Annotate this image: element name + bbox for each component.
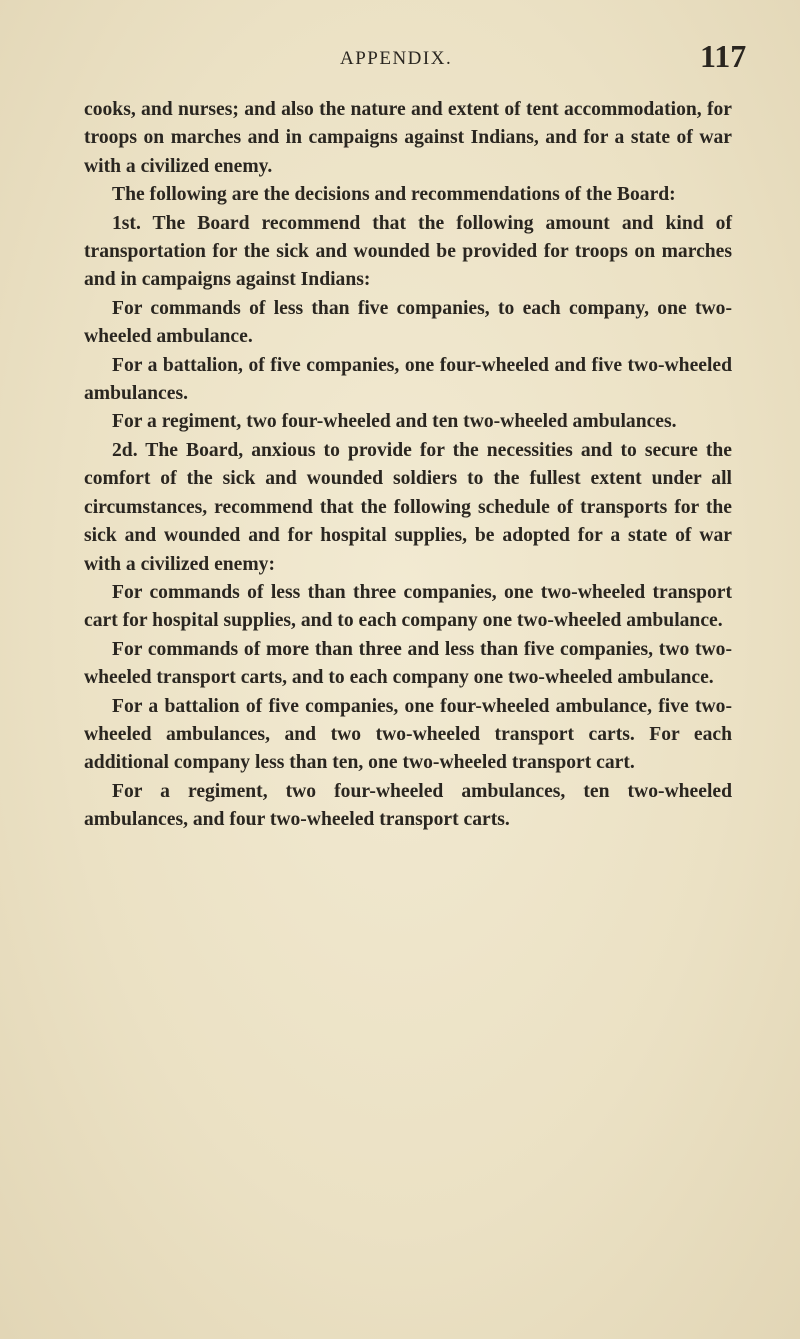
paragraph: For commands of less than three companies, one two-wheeled transport cart for hospital supplies, and to each company one two-wheeled ambulance. bbox=[84, 581, 732, 632]
paragraph: For commands of more than three and less than five companies, two two-wheeled transport carts, and to each company one two-wheeled ambulance. bbox=[84, 638, 732, 689]
paragraph: For a regiment, two four-wheeled and ten two-wheeled ambulances. bbox=[112, 411, 677, 433]
running-head: APPENDIX. bbox=[340, 48, 453, 69]
page-number: 117 bbox=[700, 38, 747, 74]
page-header bbox=[0, 36, 800, 76]
paragraph: For a battalion of five companies, one four-wheeled ambulance, five two-wheeled ambulances, and two two-wheeled transport carts. For each additional company less than ten, one two-wheeled transport cart. bbox=[84, 695, 732, 774]
paragraph: For a regiment, two four-wheeled ambulances, ten two-wheeled ambulances, and four two-wheeled transport carts. bbox=[84, 780, 732, 831]
paragraph: For a battalion, of five companies, one four-wheeled and five two-wheeled ambulances. bbox=[84, 354, 732, 405]
paragraph: 2d. The Board, anxious to provide for the necessities and to secure the comfort of the sick and wounded soldiers to the fullest extent under all circumstances, recommend that the following schedule of transports for the sick and wounded and for hospital supplies, be adopted for a state of war with a civilized enemy: bbox=[84, 439, 732, 575]
paragraph: The following are the decisions and recommendations of the Board: bbox=[112, 184, 676, 206]
paragraph: 1st. The Board recommend that the following amount and kind of transportation for the sick and wounded be provided for troops on marches and in campaigns against Indians: bbox=[84, 212, 732, 291]
paragraph: cooks, and nurses; and also the nature and extent of tent accommodation, for troops on marches and in campaigns against Indians, and for a state of war with a civilized enemy. bbox=[84, 99, 732, 177]
body-text bbox=[84, 96, 732, 835]
paragraph: For commands of less than five companies, to each company, one two-wheeled ambulance. bbox=[84, 297, 732, 348]
